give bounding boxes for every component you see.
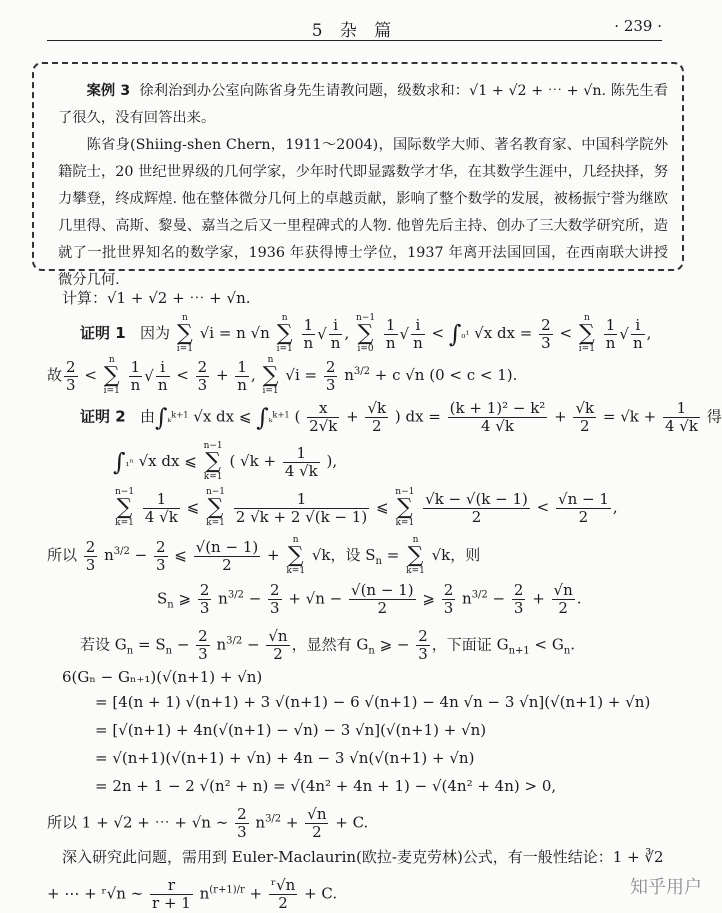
proof1-label: 证明 1: [80, 324, 126, 342]
watermark-logo: 知乎用户: [630, 877, 702, 898]
proof2-line3: n−1 ∑ k=1 $\frac{1}{4 √k}$ ⩽ n−1 ∑ k=1 $\frac{1}{2 √k + 2 √(k - 1)}$ ⩽ n−1 ∑ k=1 $\frac{√k - √(k - 1)}{2}$ < $\frac{√n - 1}{2}$ ,: [115, 487, 618, 528]
page-header: [47, 12, 662, 41]
proof2-label: 证明 2: [80, 407, 126, 426]
case-box: [32, 62, 684, 288]
case-biography: 陈省身(Shiing-shen Chern，1911～2004)，国际数学大师、著名教育家、中国科学院外籍院士，20 世纪世界级的几何学家，少年时代即显露数学才华，在其数学生涯中，几经抉择，努力攀登，终成辉煌. 他在整体微分几何上的卓越贡献，影响了整个数学的发展，被杨振宁誉为继欧几里得、高斯、黎曼、嘉当之后又一里程碑式的人物. 他曾先后主持、创办了三大数学研究所，造就了一批世界知名的数学家，1936 年获得博士学位，1937 年离开法国回国，在西南联大讲授微分几何.: [58, 137, 668, 288]
compute-line: 计算：√1 + √2 + ⋯ + √n.: [62, 289, 251, 307]
case-question: 案例 3 徐利治到办公室向陈省身先生请教问题，级数求和：√1 + √2 + ⋯ + √n. 陈先生看了很久，没有回答出来。: [58, 83, 668, 126]
equation-5: = 2n + 1 − 2 √(n² + n) = √(4n² + 4n + 1) − √(4n² + 4n) > 0,: [95, 777, 557, 795]
proof2-line1: 证明 2 由∫ₖ$^{k+1}$ √x dx ⩽ ∫ₖ$^{k+1}$ ( $\frac{x}{2√k}$ + $\frac{√k}{2}$ ) dx = $\frac{\text{(k + 1)² − k²}}{4 √k}$ + $\frac{√k}{2}$ = √k + $\frac{1}{4 √k}$ 得: [80, 399, 722, 435]
general-result-line: + ⋯ + ʳ√n ∼ $\frac{r}{r + 1}$ $n^{(r+1)/r}$ + $\frac{\text{ʳ√n}}{2}$ + C.: [47, 876, 338, 912]
proof2-line4: 所以 $\frac{2}{3}$ $n^{3/2}$ − $\frac{2}{3}$ ⩽ $\frac{√(n - 1)}{2}$ + n ∑ k=1 √k，设 $S_n = n$ ∑ k=1 √k，则: [47, 535, 481, 576]
euler-maclaurin-line: 深入研究此问题，需用到 Euler-Maclaurin(欧拉-麦克劳林)公式，有一般性结论：1 + ∛2: [62, 848, 664, 866]
proof2-line5: $S_n$ ⩾ $\frac{2}{3}$ $n^{3/2}$ − $\frac{2}{3}$ + √n − $\frac{√(n - 1)}{2}$ ⩾ $\frac{2}{3}$ $n^{3/2}$ − $\frac{2}{3}$ + $\frac{√n}{2}$ .: [157, 581, 582, 617]
equation-3: = [√(n+1) + 4n(√(n+1) − √n) − 3 √n](√(n+1) + √n): [95, 721, 487, 739]
equation-1: 6(Gₙ − Gₙ₊₁)(√(n+1) + √n): [62, 668, 263, 686]
page-number: · 239 ·: [614, 17, 662, 35]
equation-4: = √(n+1)(√(n+1) + √n) + 4n − 3 √n(√(n+1) + √n): [95, 749, 475, 767]
equation-2: = [4(n + 1) √(n+1) + 3 √(n+1) − 6 √(n+1) − 4n √n − 3 √n](√(n+1) + √n): [95, 693, 651, 711]
conclusion-line: 所以 1 + √2 + ⋯ + √n ∼ $\frac{2}{3}$ $n^{3/2}$ + $\frac{√n}{2}$ + C.: [47, 805, 369, 841]
chapter-title: 5 杂 篇: [311, 21, 398, 41]
proof1-line2: 故 $\frac{2}{3}$ < n ∑ i=1 $\frac{1}{n}$ √ $\frac{i}{n}$ < $\frac{2}{3}$ + $\frac{1}{n}$ , n ∑ i=1 √i = $\frac{2}{3}$ $n^{3/2} + c$ √n (0 < c < 1).: [47, 355, 518, 396]
case-label: 案例 3: [86, 83, 131, 99]
proof2-line2: ∫₁ⁿ √x dx ⩽ n−1 ∑ k=1 ( √k + $\frac{1}{4 √k}$ ),: [113, 441, 338, 482]
proof1-line1: 证明 1 因为 n ∑ i=1 √i = n √n n ∑ i=1 $\frac{1}{n}$ √ $\frac{i}{n}$ , n−1 ∑ i=0 $\frac{1}{n}$ √ $\frac{i}{n}$ < ∫₀¹ √x dx = $\frac{2}{3}$ < n ∑ i=1 $\frac{1}{n}$ √ $\frac{i}{n}$ ,: [80, 313, 652, 354]
proof2-line6: 若设 $G_n = S_n$ − $\frac{2}{3}$ $n^{3/2}$ − $\frac{√n}{2}$ ，显然有 $G_n$ ⩾ − $\frac{2}{3}$ ，下面证 $G_{n+1} < G_n$.: [80, 627, 576, 663]
